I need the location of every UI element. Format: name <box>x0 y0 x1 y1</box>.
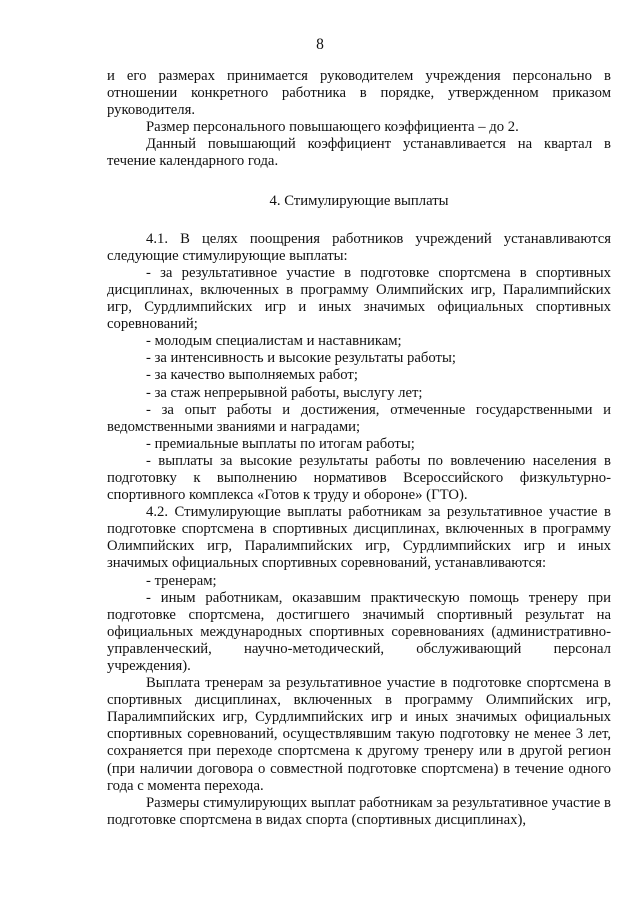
list-item: - за интенсивность и высокие результаты работы; <box>146 350 456 367</box>
list-item: - за опыт работы и достижения, отмеченные государственными и ведомственными званиями и наградами; <box>107 401 611 435</box>
page-number: 8 <box>316 36 324 53</box>
list-item: - премиальные выплаты по итогам работы; <box>146 435 415 452</box>
paragraph: 4.2. Стимулирующие выплаты работникам за результативное участие в подготовке спортсмена в спортивных дисциплинах, включенных в программу Олимпийских игр, Паралимпийских игр, Сурдлимпийских игр и иных значимых официальных спортивных соревнований, устанавливаются: <box>107 504 611 572</box>
paragraph: Выплата тренерам за результативное участие в подготовке спортсмена в спортивных дисциплинах, включенных в программу Олимпийских игр, Паралимпийских игр, Сурдлимпийских игр и иных значимых официальных спортивных соревнований, осуществлявшим такую подготовку не менее 3 лет, сохраняется при переходе спортсмена к другому тренеру или в другой регион (при наличии договора о совместной подготовке спортсмена) в течение одного года с момента перехода. <box>107 675 611 794</box>
paragraph: Размер персонального повышающего коэффициента – до 2. <box>146 119 519 136</box>
document-body <box>107 68 611 829</box>
list-item: - молодым специалистам и наставникам; <box>146 333 402 350</box>
list-item: - выплаты за высокие результаты работы по вовлечению населения в подготовку к выполнению нормативов Всероссийского физкультурно-спортивного комплекса «Готов к труду и обороне» (ГТО). <box>107 452 611 504</box>
section-heading: 4. Стимулирующие выплаты <box>269 192 449 209</box>
paragraph: Размеры стимулирующих выплат работникам за результативное участие в подготовке спортсмена в видах спорта (спортивных дисциплинах), <box>107 794 611 828</box>
paragraph: 4.1. В целях поощрения работников учреждений устанавливаются следующие стимулирующие выплаты: <box>107 230 611 264</box>
list-item: - тренерам; <box>146 572 217 589</box>
paragraph: и его размерах принимается руководителем учреждения персонально в отношении конкретного работника в порядке, утвержденном приказом руководителя. <box>107 68 611 119</box>
list-item: - иным работникам, оказавшим практическую помощь тренеру при подготовке спортсмена, достигшего значимый спортивный результат на официальных международных спортивных соревнованиях (административно-управленческий, научно-методический, обслуживающий персонал учреждения). <box>107 589 611 674</box>
paragraph: Данный повышающий коэффициент устанавливается на квартал в течение календарного года. <box>107 136 611 170</box>
list-item: - за качество выполняемых работ; <box>146 367 358 384</box>
list-item: - за результативное участие в подготовке спортсмена в спортивных дисциплинах, включенных в программу Олимпийских игр, Паралимпийских игр, Сурдлимпийских игр и иных значимых официальных спортивных соревнований; <box>107 264 611 333</box>
list-item: - за стаж непрерывной работы, выслугу лет; <box>146 384 423 401</box>
